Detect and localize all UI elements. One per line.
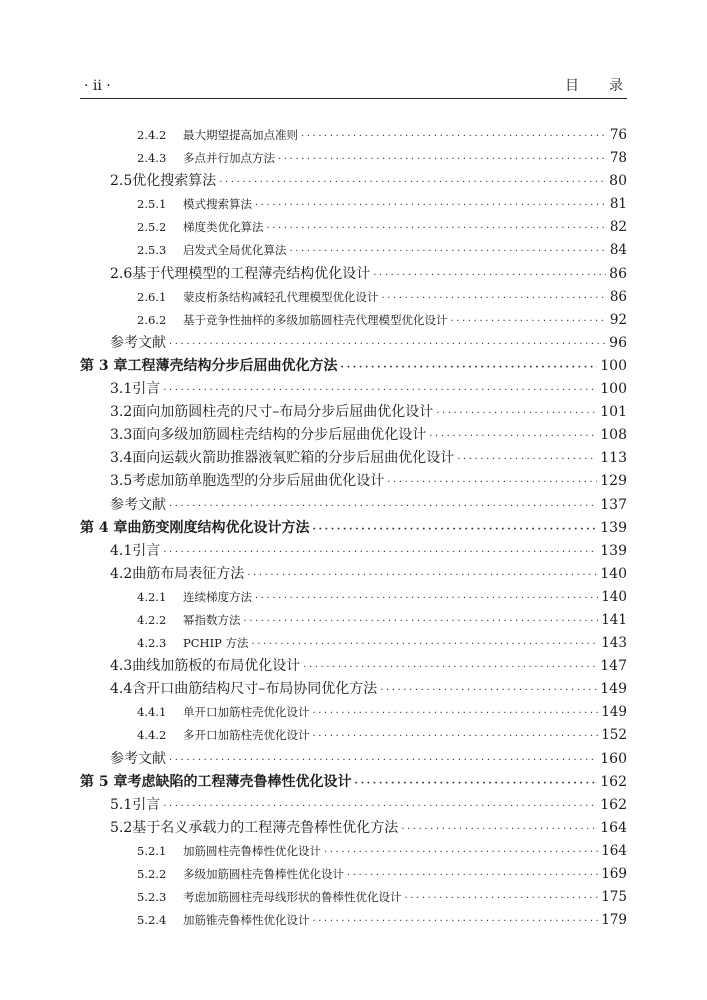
toc-entry-number: 5.2.3	[137, 890, 167, 905]
toc-subsection-entry	[80, 632, 627, 655]
toc-leader-dots	[436, 402, 597, 425]
toc-entry-page: 100	[600, 381, 627, 398]
toc-subsection-entry	[80, 147, 627, 170]
toc-entry-page: 140	[601, 588, 627, 605]
toc-entry-title: 曲筋布局表征方法	[132, 565, 245, 582]
toc-leader-dots	[341, 356, 598, 379]
toc-entry-number: 4.2.1	[137, 589, 167, 604]
toc-entry-page: 140	[600, 565, 627, 582]
toc-entry-page: 175	[601, 889, 627, 906]
toc-entry-page: 139	[600, 519, 627, 536]
toc-entry-page: 179	[601, 912, 627, 929]
toc-leader-dots	[219, 171, 606, 194]
toc-leader-dots	[290, 240, 607, 263]
toc-leader-dots	[252, 633, 599, 656]
toc-entry-title: 曲线加筋板的布局优化设计	[132, 658, 301, 675]
toc-entry-page: 139	[600, 542, 627, 559]
toc-entry-title: 加筋锥壳鲁棒性优化设计	[183, 913, 310, 928]
toc-entry-title: 梯度类优化算法	[183, 220, 264, 235]
toc-chapter-entry	[80, 355, 627, 378]
toc-entry-title: 模式搜索算法	[183, 197, 252, 212]
toc-subsection-entry	[80, 586, 627, 609]
toc-entry-page: 86	[609, 288, 627, 305]
toc-leader-dots	[373, 264, 606, 287]
toc-entry-page: 149	[600, 681, 627, 698]
toc-entry-page: 129	[600, 473, 627, 490]
toc-leader-dots	[278, 148, 607, 171]
toc-entry-page: 141	[601, 611, 627, 628]
toc-entry-title: 基于竞争性抽样的多级加筋圆柱壳代理模型优化设计	[183, 312, 448, 327]
toc-entry-title: 启发式全局优化算法	[183, 243, 287, 258]
toc-entry-number: 5.2.4	[137, 913, 167, 928]
toc-entry-title: 考虑缺陷的工程薄壳鲁棒性优化设计	[127, 773, 352, 790]
toc-leader-dots	[163, 379, 597, 402]
toc-entry-number: 2.5.3	[137, 243, 167, 258]
toc-entry-number: 4.4	[110, 681, 133, 698]
toc-entry-number: 5.1	[110, 796, 133, 813]
toc-entry-number: 4.2.3	[137, 636, 167, 651]
toc-entry-page: 149	[601, 704, 627, 721]
toc-leader-dots	[255, 587, 598, 610]
toc-entry-title: 参考文献	[110, 750, 166, 767]
toc-subsection-entry	[80, 724, 627, 747]
toc-subsection-entry	[80, 309, 627, 332]
toc-entry-number: 3.5	[110, 473, 133, 490]
toc-leader-dots	[313, 702, 599, 725]
toc-entry-page: 76	[609, 127, 627, 143]
toc-leader-dots	[267, 217, 607, 240]
toc-entry-page: 143	[601, 635, 627, 652]
toc-entry-number: 2.5.1	[137, 197, 167, 212]
toc-references-entry	[80, 494, 627, 517]
toc-entry-page: 160	[600, 750, 627, 767]
toc-subsection-entry	[80, 286, 627, 309]
toc-entry-page: 81	[609, 196, 627, 213]
toc-entry-number: 2.5.2	[137, 220, 167, 235]
toc-subsection-entry	[80, 609, 627, 632]
toc-entry-title: 曲筋变刚度结构优化设计方法	[127, 519, 310, 536]
toc-chapter-entry	[80, 517, 627, 540]
toc-entry-title: 面向运载火箭助推器液氧贮箱的分步后屈曲优化设计	[132, 450, 455, 467]
toc-leader-dots	[313, 518, 598, 541]
toc-entry-number: 第 5 章	[80, 773, 128, 790]
toc-entry-title: 参考文献	[110, 334, 166, 351]
toc-entry-title: 单开口加筋柱壳优化设计	[183, 705, 310, 720]
toc-leader-dots	[401, 818, 597, 841]
toc-leader-dots	[163, 795, 597, 818]
toc-entry-title: 考虑加筋单胞选型的分步后屈曲优化设计	[132, 473, 385, 490]
toc-leader-dots	[380, 679, 597, 702]
toc-entry-number: 4.1	[110, 542, 133, 559]
toc-leader-dots	[324, 841, 598, 864]
toc-entry-title: 引言	[132, 796, 161, 813]
running-header	[80, 74, 653, 99]
toc-entry-title: 引言	[132, 381, 161, 398]
toc-leader-dots	[244, 610, 599, 633]
toc-entry-number: 4.3	[110, 658, 133, 675]
toc-section-entry	[80, 678, 627, 701]
toc-entry-page: 82	[609, 219, 627, 236]
toc-leader-dots	[429, 425, 597, 448]
toc-leader-dots	[255, 194, 607, 217]
toc-entry-number: 5.2.2	[137, 867, 167, 881]
toc-entry-number: 3.2	[110, 404, 133, 421]
toc-entry-title: 含开口曲筋结构尺寸–布局协同优化方法	[132, 681, 378, 698]
toc-leader-dots	[301, 125, 607, 148]
toc-section-entry	[80, 563, 627, 586]
toc-entry-page: 84	[609, 242, 627, 259]
toc-leader-dots	[169, 333, 606, 356]
toc-leader-dots	[169, 749, 597, 772]
toc-leader-dots	[405, 887, 599, 910]
toc-entry-title: 工程薄壳结构分步后屈曲优化方法	[127, 357, 338, 374]
toc-subsection-entry	[80, 701, 627, 724]
toc-entry-title: 引言	[132, 542, 161, 559]
toc-section-entry	[80, 424, 627, 447]
toc-entry-page: 169	[601, 866, 627, 882]
toc-section-entry	[80, 794, 627, 817]
toc-leader-dots	[163, 541, 597, 564]
toc-leader-dots	[457, 448, 597, 471]
toc-subsection-entry	[80, 863, 627, 886]
toc-entry-title: 蒙皮桁条结构减轻孔代理模型优化设计	[183, 289, 379, 304]
toc-section-entry	[80, 447, 627, 470]
toc-subsection-entry	[80, 193, 627, 216]
toc-entry-number: 5.2	[110, 819, 133, 836]
toc-entry-title: 最大期望提高加点准则	[183, 128, 298, 142]
toc-leader-dots	[313, 725, 599, 748]
toc-subsection-entry	[80, 909, 627, 932]
toc-entry-title: 多点并行加点方法	[183, 151, 275, 166]
toc-references-entry	[80, 332, 627, 355]
toc-entry-page: 101	[600, 404, 627, 421]
toc-section-entry	[80, 540, 627, 563]
toc-leader-dots	[347, 864, 598, 887]
toc-section-entry	[80, 378, 627, 401]
toc-entry-title: 基于名义承载力的工程薄壳鲁棒性优化方法	[132, 819, 399, 836]
toc-section-entry	[80, 817, 627, 840]
toc-leader-dots	[247, 564, 597, 587]
toc-entry-number: 2.6.2	[137, 312, 167, 327]
table-of-contents	[80, 124, 627, 932]
toc-section-entry	[80, 263, 627, 286]
toc-entry-page: 147	[600, 658, 627, 675]
toc-entry-page: 92	[609, 311, 627, 328]
toc-entry-number: 2.4.3	[137, 151, 167, 166]
toc-entry-number: 2.6	[110, 265, 133, 282]
toc-section-entry	[80, 470, 627, 493]
toc-entry-title: 面向加筋圆柱壳的尺寸–布局分步后屈曲优化设计	[132, 404, 434, 421]
toc-entry-page: 137	[600, 496, 627, 513]
toc-entry-number: 4.2.2	[137, 612, 167, 627]
toc-subsection-entry	[80, 124, 627, 147]
toc-entry-number: 3.4	[110, 450, 133, 467]
toc-section-entry	[80, 401, 627, 424]
toc-leader-dots	[355, 772, 598, 795]
toc-leader-dots	[451, 310, 607, 333]
toc-leader-dots	[303, 656, 597, 679]
toc-entry-title: 优化搜索算法	[132, 173, 217, 190]
toc-entry-page: 78	[609, 150, 627, 167]
toc-leader-dots	[387, 471, 597, 494]
toc-leader-dots	[169, 495, 597, 518]
toc-entry-page: 96	[609, 334, 627, 351]
toc-entry-title: 多级加筋圆柱壳鲁棒性优化设计	[183, 867, 344, 881]
toc-entry-number: 2.6.1	[137, 289, 167, 304]
toc-entry-title: 加筋圆柱壳鲁棒性优化设计	[183, 843, 321, 858]
toc-entry-page: 113	[600, 450, 627, 467]
toc-entry-number: 3.3	[110, 427, 133, 444]
toc-entry-page: 162	[600, 796, 627, 813]
toc-subsection-entry	[80, 239, 627, 262]
toc-entry-title: 连续梯度方法	[183, 589, 252, 604]
toc-entry-title: 面向多级加筋圆柱壳结构的分步后屈曲优化设计	[132, 427, 427, 444]
toc-entry-number: 第 3 章	[80, 357, 128, 374]
toc-leader-dots	[382, 287, 607, 310]
toc-entry-page: 162	[600, 773, 627, 790]
toc-entry-page: 164	[601, 842, 627, 859]
toc-entry-number: 5.2.1	[137, 843, 167, 858]
toc-entry-title: 多开口加筋柱壳优化设计	[183, 728, 310, 743]
toc-entry-number: 4.2	[110, 565, 133, 582]
toc-entry-number: 2.4.2	[137, 128, 167, 142]
toc-entry-page: 86	[609, 265, 627, 282]
toc-entry-page: 152	[601, 727, 627, 744]
toc-leader-dots	[313, 910, 599, 933]
toc-entry-title: PCHIP 方法	[183, 636, 249, 651]
toc-entry-number: 3.1	[110, 381, 133, 398]
toc-entry-page: 108	[600, 427, 627, 444]
toc-entry-title: 幂指数方法	[183, 612, 241, 627]
toc-subsection-entry	[80, 216, 627, 239]
toc-entry-page: 100	[600, 357, 627, 374]
toc-chapter-entry	[80, 771, 627, 794]
toc-entry-page: 164	[600, 819, 627, 836]
header-title: 目录	[565, 78, 653, 94]
toc-section-entry	[80, 655, 627, 678]
toc-entry-page: 80	[609, 173, 627, 190]
toc-subsection-entry	[80, 886, 627, 909]
toc-entry-title: 考虑加筋圆柱壳母线形状的鲁棒性优化设计	[183, 890, 402, 905]
toc-entry-title: 参考文献	[110, 496, 166, 513]
page-number: · ii ·	[84, 78, 111, 94]
toc-entry-number: 2.5	[110, 173, 133, 190]
toc-references-entry	[80, 748, 627, 771]
toc-subsection-entry	[80, 840, 627, 863]
toc-section-entry	[80, 170, 627, 193]
toc-entry-number: 4.4.1	[137, 705, 167, 720]
toc-entry-number: 第 4 章	[80, 519, 128, 536]
toc-entry-number: 4.4.2	[137, 728, 167, 743]
toc-entry-title: 基于代理模型的工程薄壳结构优化设计	[132, 265, 371, 282]
